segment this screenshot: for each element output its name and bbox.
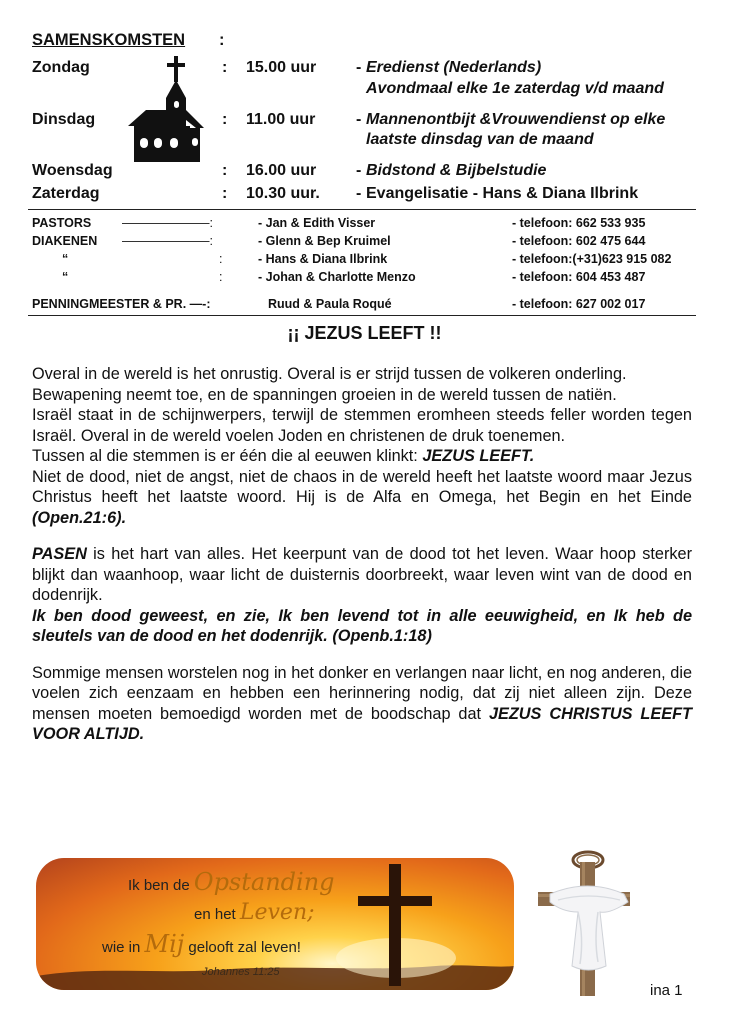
schedule-dash: -	[356, 59, 362, 76]
schedule-day-tuesday: Dinsdag	[32, 111, 96, 128]
banner-line-1: Ik ben de Opstanding	[128, 868, 335, 896]
contact-name: - Johan & Charlotte Menzo	[258, 270, 416, 284]
paragraph: Overal in de wereld is het onrustig. Overal is er strijd tussen de volkeren onderling.	[32, 365, 627, 383]
schedule-heading-colon: :	[219, 31, 225, 49]
easter-banner	[36, 858, 514, 990]
schedule-desc-tuesday-2: laatste dinsdag van de maand	[366, 131, 594, 148]
schedule-day-saturday: Zaterdag	[32, 185, 100, 202]
contact-role: DIAKENEN	[32, 234, 98, 248]
banner-line-2: en het Leven;	[194, 900, 315, 925]
schedule-colon: :	[222, 59, 228, 76]
divider-top	[28, 209, 696, 210]
schedule-desc-saturday: Evangelisatie - Hans & Diana Ilbrink	[366, 185, 639, 202]
contact-name: - Jan & Edith Visser	[258, 216, 376, 230]
contact-phone: - telefoon: 662 533 935	[512, 216, 646, 230]
paragraph: Tussen al die stemmen is er één die al eeuwen klinkt: JEZUS LEEFT.	[32, 447, 535, 465]
contact-dashes: :	[219, 270, 223, 284]
schedule-time-sunday: 15.00 uur	[246, 59, 317, 76]
contact-dashes: :	[219, 252, 223, 266]
schedule-day-wednesday: Woensdag	[32, 162, 113, 179]
schedule-dash: -	[356, 185, 362, 202]
banner-line-3: wie in Mij gelooft zal leven!	[102, 930, 301, 958]
article-body	[32, 364, 692, 745]
treasurer-role: PENNINGMEESTER & PR. —-:	[32, 297, 211, 311]
schedule-desc-wednesday: Bidstond & Bijbelstudie	[366, 162, 547, 179]
schedule-heading: SAMENSKOMSTEN	[32, 31, 186, 49]
schedule-time-tuesday: 11.00 uur	[246, 111, 316, 128]
schedule-desc-sunday-2: Avondmaal elke 1e zaterdag v/d maand	[366, 80, 664, 97]
contact-dashes: ———————:	[122, 234, 213, 248]
schedule-desc-sunday: Eredienst (Nederlands)	[366, 59, 542, 76]
scripture-quote: Ik ben dood geweest, en zie, Ik ben levend tot in alle eeuwigheid, en Ik heb de sleutels van de dood en het dodenrijk. (Openb.1:18)	[32, 606, 692, 645]
treasurer-name: Ruud & Paula Roqué	[268, 297, 392, 311]
contact-phone: - telefoon:(+31)623 915 082	[512, 252, 672, 266]
schedule-colon: :	[222, 185, 228, 202]
banner-reference: Johannes 11:25	[202, 966, 280, 978]
church-icon	[126, 54, 210, 164]
paragraph: Bewapening neemt toe, en de spanningen groeien in de wereld tussen de natiën.	[32, 385, 617, 404]
contact-role: PASTORS	[32, 216, 92, 230]
contact-role: “	[62, 252, 69, 266]
schedule-desc-tuesday: Mannenontbijt &Vrouwendienst op elke	[366, 111, 666, 128]
paragraph: Niet de dood, niet de angst, niet de chaos in de wereld heeft het laatste woord maar Jezus Christus heeft het laatste woord. Hij is de Alfa en Omega, het Begin en het Einde (Open.21:6).	[32, 467, 692, 527]
draped-cross-icon	[528, 848, 636, 998]
divider-bottom	[28, 315, 696, 316]
article-title: ¡¡ JEZUS LEEFT !!	[287, 323, 442, 343]
schedule-colon: :	[222, 162, 228, 179]
schedule-time-saturday: 10.30 uur.	[246, 185, 320, 202]
contact-phone: - telefoon: 604 453 487	[512, 270, 646, 284]
schedule-colon: :	[222, 111, 228, 128]
schedule-time-wednesday: 16.00 uur	[246, 162, 317, 179]
treasurer-phone: - telefoon: 627 002 017	[512, 297, 646, 311]
page-label: ina 1	[650, 982, 683, 999]
contact-phone: - telefoon: 602 475 644	[512, 234, 646, 248]
paragraph: Sommige mensen worstelen nog in het donker en verlangen naar licht, en nog anderen, die voelen zich eenzaam en hebben een herinnering nodig, dat zij niet alleen zijn. Deze mensen moeten bemoedigd worden met de boodschap dat JEZUS CHRISTUS LEEFT VOOR ALTIJD.	[32, 663, 692, 743]
paragraph: Israël staat in de schijnwerpers, terwijl de stemmen eromheen steeds feller worden tegen Israël. Overal in de wereld voelen Joden en christenen de druk toenemen.	[32, 406, 692, 445]
contact-name: - Hans & Diana Ilbrink	[258, 252, 388, 266]
paragraph: PASEN is het hart van alles. Het keerpunt van de dood tot het leven. Waar hoop sterker blijkt dan waanhoop, waar licht de duisternis doorbreekt, waar leven wint van de dood en dodenrijk.	[32, 545, 692, 604]
schedule-day-sunday: Zondag	[32, 59, 90, 76]
schedule-dash: -	[356, 162, 362, 179]
contact-dashes: ———————:	[122, 216, 213, 230]
contact-role: “	[62, 270, 69, 284]
schedule-dash: -	[356, 111, 362, 128]
contact-name: - Glenn & Bep Kruimel	[258, 234, 391, 248]
